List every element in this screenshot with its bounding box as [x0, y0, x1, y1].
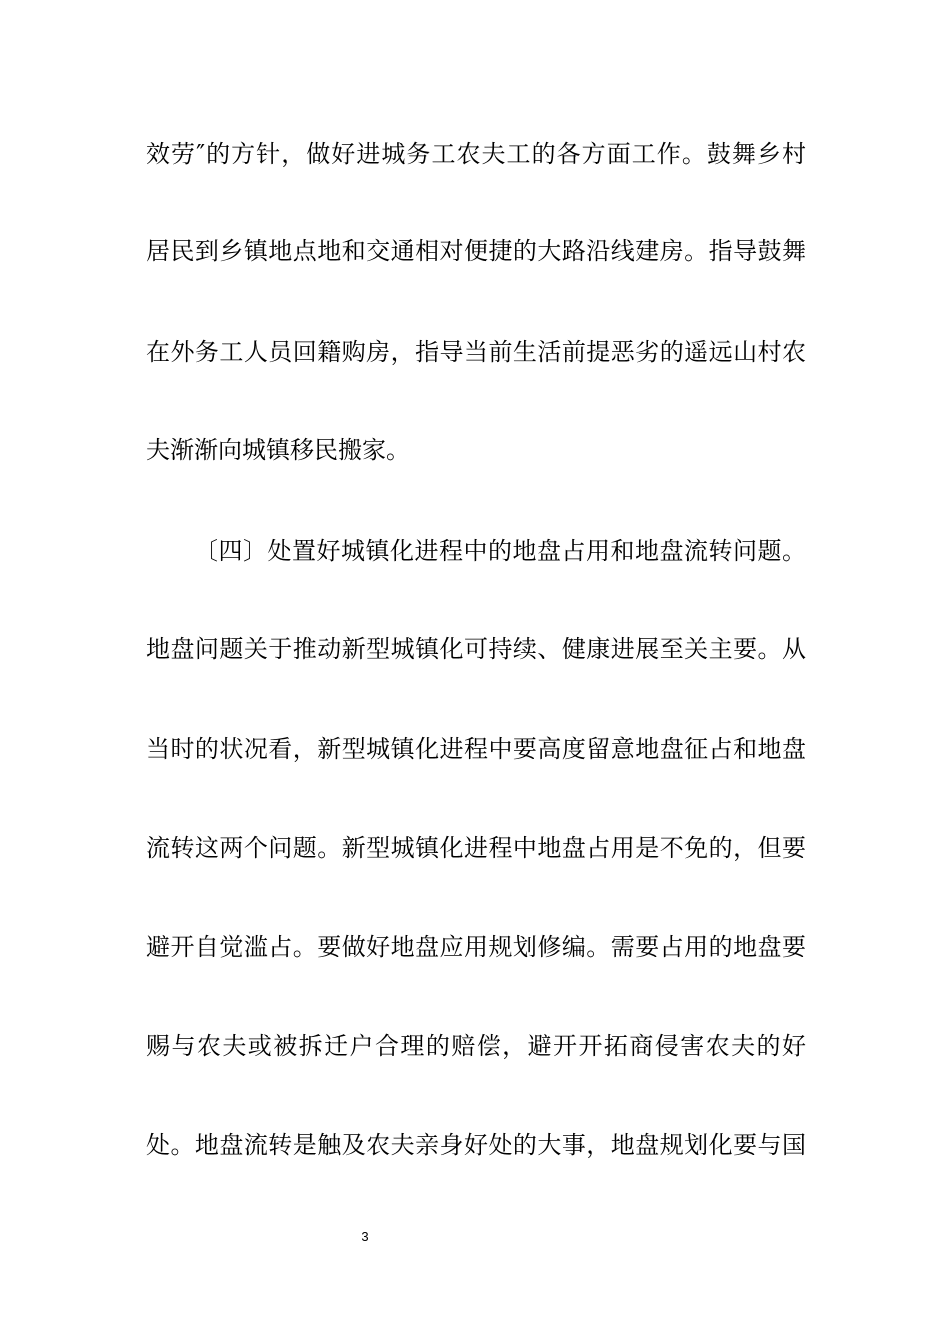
- section-heading-line: 〔四〕处置好城镇化进程中的地盘占用和地盘流转问题。: [194, 537, 806, 565]
- body-text-line: 避开自觉滥占。要做好地盘应用规划修编。需要占用的地盘要: [146, 933, 806, 961]
- body-text-line: 当时的状况看，新型城镇化进程中要高度留意地盘征占和地盘: [146, 735, 806, 763]
- body-text-line: 处。地盘流转是触及农夫亲身好处的大事，地盘规划化要与国: [146, 1131, 806, 1159]
- body-text-line: 效劳″的方针，做好进城务工农夫工的各方面工作。鼓舞乡村: [146, 140, 806, 168]
- body-text-line: 居民到乡镇地点地和交通相对便捷的大路沿线建房。指导鼓舞: [146, 237, 806, 265]
- body-text-line: 地盘问题关于推动新型城镇化可持续、健康进展至关主要。从: [146, 635, 806, 663]
- page-number: 3: [361, 1229, 369, 1244]
- body-text-line: 流转这两个问题。新型城镇化进程中地盘占用是不免的，但要: [146, 834, 806, 862]
- body-text-line: 夫渐渐向城镇移民搬家。: [146, 436, 410, 464]
- body-text-line: 在外务工人员回籍购房，指导当前生活前提恶劣的遥远山村农: [146, 338, 806, 366]
- body-text-line: 赐与农夫或被拆迁户合理的赔偿，避开开拓商侵害农夫的好: [146, 1032, 806, 1060]
